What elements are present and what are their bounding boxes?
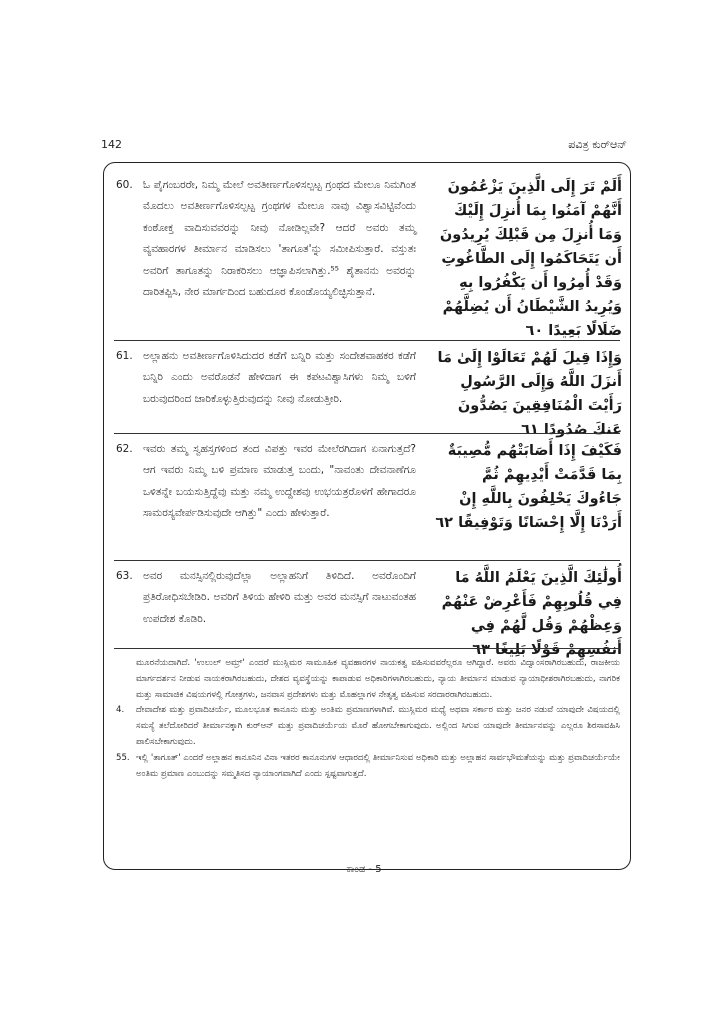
verse-translation: [116, 175, 416, 303]
verse-divider: [114, 433, 620, 434]
content-frame: [103, 162, 631, 870]
footnote-text: ಇಲ್ಲಿ 'ತಾಗೂತ್' ಎಂದರೆ ಅಲ್ಲಾಹನ ಕಾನೂನಿನ ವಿನಾ ಇತರರ ಕಾನೂನುಗಳ ಆಧಾರದಲ್ಲಿ ತೀರ್ಮಾನಿಸುವ ಅಧಿಕಾರಿ ಮತ್ತು ಅಲ್ಲಾಹನ ಸಾರ್ವಭೌಮತೆಯನ್ನು ಮತ್ತು ಪ್ರವಾದಿಚರ್ಯೆಯೇ ಅಂತಿಮ ಪ್ರಮಾಣ ಎಂಬುದನ್ನು ಸಮ್ಮತಿಸದ ನ್ಯಾಯಾಂಗವಾಗಿದೆ ಎಂದು ಸ್ಪಷ್ಟವಾಗುತ್ತದೆ.: [136, 752, 620, 779]
verse-translation: [116, 566, 416, 630]
arabic-verse: فَكَيْفَ إِذَا أَصَابَتْهُم مُّصِيبَةٌ بِمَا قَدَّمَتْ أَيْدِيهِمْ ثُمَّ جَاءُوكَ يَحْلِفُونَ بِاللَّهِ إِنْ أَرَدْنَا إِلَّا إِحْسَانًا وَتَوْفِيقًا ٦٢: [435, 443, 622, 531]
verse-number: 63.: [116, 570, 133, 582]
footnote-4: [116, 703, 620, 750]
footnote-number: 55.: [116, 752, 130, 763]
arabic-verse: أُولَٰئِكَ الَّذِينَ يَعْلَمُ اللَّهُ مَا فِي قُلُوبِهِمْ فَأَعْرِضْ عَنْهُمْ وَعِظْهُمْ وَقُل لَّهُمْ فِي أَنفُسِهِمْ قَوْلًا بَلِيغًا ٦٣: [441, 570, 622, 658]
arabic-verse: أَلَمْ تَرَ إِلَى الَّذِينَ يَزْعُمُونَ أَنَّهُمْ آمَنُوا بِمَا أُنزِلَ إِلَيْكَ وَمَا أُنزِلَ مِن قَبْلِكَ يُرِيدُونَ أَن يَتَحَاكَمُوا إِلَى الطَّاغُوتِ وَقَدْ أُمِرُوا أَن يَكْفُرُوا بِهِ وَيُرِيدُ الشَّيْطَانُ أَن يُضِلَّهُمْ ضَلَالًا بَعِيدًا ٦٠: [439, 179, 622, 339]
verse-number: 62.: [116, 443, 133, 455]
verse-divider: [114, 340, 620, 341]
footnote-continued: [116, 656, 620, 703]
verse-text: ಅಲ್ಲಾಹನು ಅವತೀರ್ಣಗೊಳಿಸಿದುದರ ಕಡೆಗೆ ಬನ್ನಿರಿ ಮತ್ತು ಸಂದೇಶವಾಹಕರ ಕಡೆಗೆ ಬನ್ನಿರಿ ಎಂದು ಅವರೊಡನೆ ಹೇಳಿದಾಗ ಈ ಕಪಟವಿಶ್ವಾಸಿಗಳು ನಿಮ್ಮ ಬಳಿಗೆ ಬರುವುದರಿಂದ ಜಾರಿಕೊಳ್ಳುತ್ತಿರುವುದನ್ನು ನೀವು ನೋಡುತ್ತೀರಿ.: [143, 350, 416, 405]
verse-text: ಓ ಪೈಗಂಬರರೇ, ನಿಮ್ಮ ಮೇಲೆ ಅವತೀರ್ಣಗೊಳಿಸಲ್ಪಟ್ಟ ಗ್ರಂಥದ ಮೇಲೂ ನಿಮಗಿಂತ ಮೊದಲು ಅವತೀರ್ಣಗೊಳಿಸಲ್ಪಟ್ಟ ಗ್ರಂಥಗಳ ಮೇಲೂ ನಾವು ವಿಶ್ವಾಸವಿಟ್ಟಿವೆಂದು ಕಂಠೋಕ್ತ ವಾದಿಸುವವರನ್ನು ನೀವು ನೋಡಿಲ್ಲವೇ? ಆದರೆ ಅವರು ತಮ್ಮ ವ್ಯವಹಾರಗಳ ತೀರ್ಮಾನ ಮಾಡಿಸಲು 'ತಾಗೂತ'ನ್ನು ಸಮೀಪಿಸುತ್ತಾರೆ. ವಸ್ತುತಃ ಅವರಿಗೆ ತಾಗೂತನ್ನು ನಿರಾಕರಿಸಲು ಆಜ್ಞಾಪಿಸಲಾಗಿತ್ತು.⁵⁵ ಶೈತಾನನು ಅವರನ್ನು ದಾರಿತಪ್ಪಿಸಿ, ನೇರ ಮಾರ್ಗದಿಂದ ಬಹುದೂರ ಕೊಂಡೊಯ್ಯಲಿಚ್ಛಿಸುತ್ತಾನೆ.: [143, 179, 416, 299]
verse-divider: [114, 560, 620, 561]
footnote-55: [116, 751, 620, 783]
book-title: ಪವಿತ್ರ ಕುರ್‌ಆನ್: [568, 138, 627, 151]
notes-divider: [114, 648, 620, 649]
verse-number: 61.: [116, 350, 133, 362]
part-label: ಕಾಂಡ - 5: [346, 864, 382, 875]
verse-translation: [116, 346, 416, 410]
verse-text: ಇವರು ತಮ್ಮ ಸ್ವಹಸ್ತಗಳಿಂದ ತಂದ ವಿಪತ್ತು ಇವರ ಮೇಲೆರಗಿದಾಗ ಏನಾಗುತ್ತದೆ? ಆಗ ಇವರು ನಿಮ್ಮ ಬಳಿ ಪ್ರಮಾಣ ಮಾಡುತ್ತ ಬಂದು, "ನಾವಂತು ದೇವನಾಣೆಗೂ ಒಳಿತನ್ನೇ ಬಯಸುತ್ತಿದ್ದೆವು ಮತ್ತು ನಮ್ಮ ಉದ್ದೇಶವು ಉಭಯತ್ರರೊಳಗೆ ಹೇಗಾದರೂ ಸಾಮರಸ್ಯವೇರ್ಪಡಿಸುವುದೇ ಆಗಿತ್ತು" ಎಂದು ಹೇಳುತ್ತಾರೆ.: [143, 443, 416, 520]
footnotes: [116, 656, 620, 782]
verse-translation: [116, 439, 416, 525]
page-header: [101, 138, 627, 154]
footnote-number: 4.: [116, 705, 125, 716]
arabic-verse: وَإِذَا قِيلَ لَهُمْ تَعَالَوْا إِلَىٰ مَا أَنزَلَ اللَّهُ وَإِلَى الرَّسُولِ رَأَيْتَ الْمُنَافِقِينَ يَصُدُّونَ عَنكَ صُدُودًا ٦١: [437, 350, 622, 438]
footnote-text: ದೇವಾದೇಶ ಮತ್ತು ಪ್ರವಾದಿಚರ್ಯೆ, ಮೂಲಭೂತ ಕಾನೂನು ಮತ್ತು ಅಂತಿಮ ಪ್ರಮಾಣಗಳಾಗಿವೆ. ಮುಸ್ಲಿಮರ ಮಧ್ಯೆ ಅಥವಾ ಸರ್ಕಾರ ಮತ್ತು ಜನರ ನಡುವೆ ಯಾವುದೇ ವಿಷಯದಲ್ಲಿ ಸಮಸ್ಯೆ ತಲೆದೋರಿದರೆ ತೀರ್ಮಾನಕ್ಕಾಗಿ ಕುರ್‌ಆನ್ ಮತ್ತು ಪ್ರವಾದಿಚರ್ಯೆಯ ಮೊರೆ ಹೋಗಬೇಕಾಗುವುದು. ಅಲ್ಲಿಂದ ಸಿಗುವ ಯಾವುದೇ ತೀರ್ಮಾನವನ್ನು ಎಲ್ಲರೂ ಶಿರಸಾವಹಿಸಿ ಪಾಲಿಸಬೇಕಾಗುವುದು.: [136, 705, 620, 747]
page-footer: [0, 864, 728, 875]
verse-number: 60.: [116, 179, 133, 191]
footnote-text: ಮೂರನೆಯದಾಗಿದೆ. 'ಉಲುಲ್ ಅಮ್ರ್' ಎಂದರೆ ಮುಸ್ಲಿಮರ ಸಾಮೂಹಿಕ ವ್ಯವಹಾರಗಳ ನಾಯಕತ್ವ ವಹಿಸುವವರೆಲ್ಲರೂ ಆಗಿದ್ದಾರೆ. ಅವರು ವಿದ್ವಾಂಸರಾಗಿರಬಹುದು, ರಾಜಕೀಯ ಮಾರ್ಗದರ್ಶನ ನೀಡುವ ನಾಯಕರಾಗಿರಬಹುದು, ದೇಶದ ವ್ಯವಸ್ಥೆಯನ್ನು ಕಾಪಾಡುವ ಅಧಿಕಾರಿಗಳಾಗಿರಬಹುದು, ನ್ಯಾಯ ತೀರ್ಮಾನ ಮಾಡುವ ನ್ಯಾಯಾಧೀಶರಾಗಿರಬಹುದು, ನಾಗರಿಕ ಮತ್ತು ಸಾಮಾಜಿಕ ವಿಷಯಗಳಲ್ಲಿ ಗೋತ್ರಗಳು, ಜನವಾಸ ಪ್ರದೇಶಗಳು ಮತ್ತು ಮೊಹಲ್ಲಾಗಳ ನೇತೃತ್ವ ವಹಿಸುವ ಸರದಾರರಾಗಿರಬಹುದು.: [136, 658, 620, 700]
verse-text: ಅವರ ಮನಸ್ಸಿನಲ್ಲಿರುವುದೆಲ್ಲಾ ಅಲ್ಲಾಹನಿಗೆ ತಿಳಿದಿದೆ. ಅವರೊಂದಿಗೆ ಪ್ರತಿರೋಧಿಸಬೇಡಿರಿ. ಅವರಿಗೆ ತಿಳಿಯ ಹೇಳಿರಿ ಮತ್ತು ಅವರ ಮನಸ್ಸಿಗೆ ನಾಟುವಂತಹ ಉಪದೇಶ ಕೊಡಿರಿ.: [143, 570, 416, 625]
page-number: 142: [101, 138, 122, 151]
